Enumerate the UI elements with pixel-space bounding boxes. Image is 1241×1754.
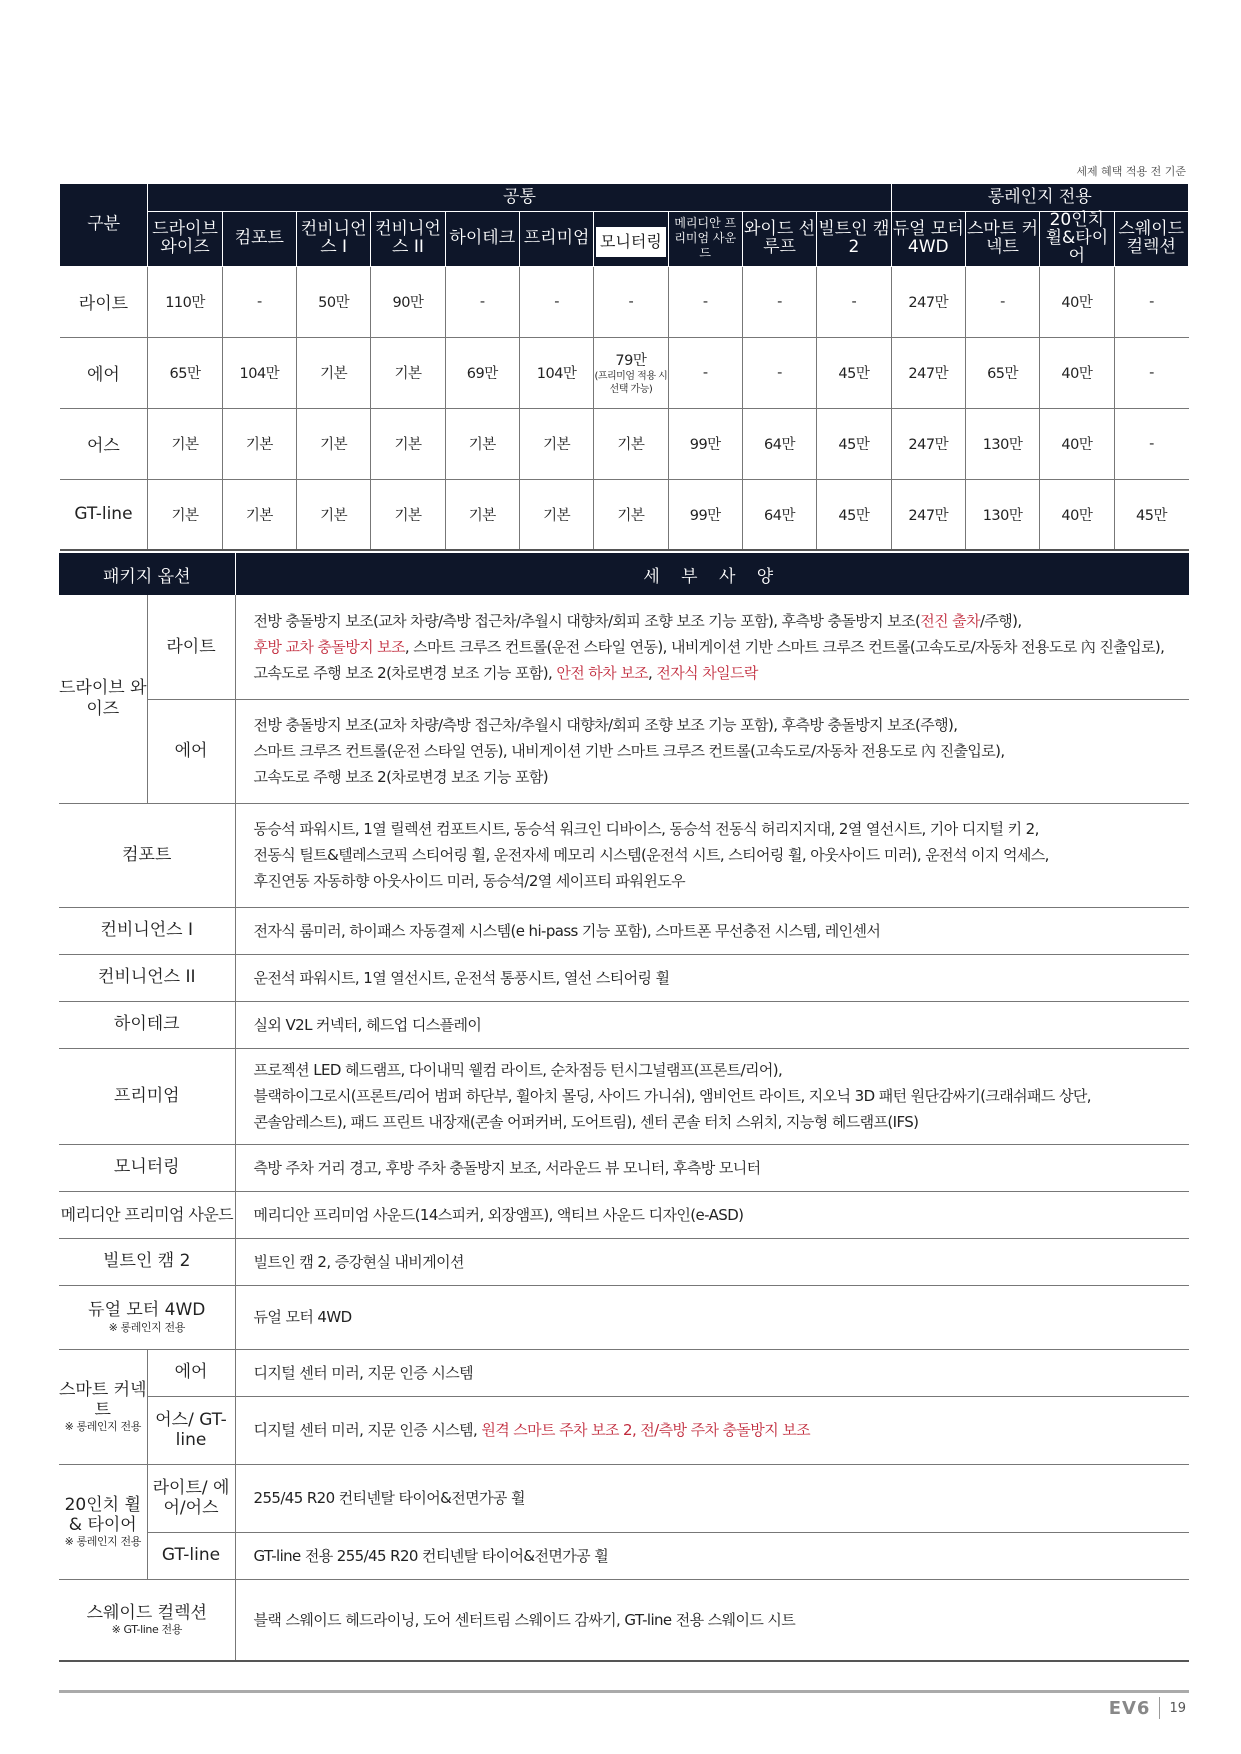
col-convenience-2: 컨비니언스 II (371, 212, 445, 267)
price-cell: 64만 (742, 408, 816, 479)
price-cell: 99만 (668, 479, 742, 550)
price-cell: 40만 (1040, 266, 1114, 337)
header-group-long-range: 롱레인지 전용 (891, 184, 1188, 212)
price-cell: - (594, 266, 668, 337)
sub-lite: 라이트 (147, 595, 235, 699)
col-convenience-1: 컨비니언스 I (297, 212, 371, 267)
desc-monitoring: 측방 주차 거리 경고, 후방 주차 충돌방지 보조, 서라운드 뷰 모니터, 후측방 모니터 (235, 1144, 1189, 1191)
price-cell: - (668, 337, 742, 408)
price-cell: 104만 (222, 337, 296, 408)
desc-wheel-b: GT-line 전용 255/45 R20 컨티넨탈 타이어&전면가공 휠 (235, 1532, 1189, 1579)
price-cell: 99만 (668, 408, 742, 479)
price-cell: 기본 (594, 479, 668, 550)
header-detail-spec: 세 부 사 양 (235, 553, 1189, 595)
price-cell: 기본 (297, 337, 371, 408)
header-package-option: 패키지 옵션 (59, 553, 235, 595)
col-20inch-wheel: 20인치 휠&타이어 (1040, 212, 1114, 267)
price-cell: - (965, 266, 1039, 337)
row-hitech (59, 1001, 1189, 1048)
col-drive-wise: 드라이브 와이즈 (148, 212, 222, 267)
row-wheel-b (59, 1532, 1189, 1579)
cat-suede-collection: 스웨이드 컬렉션 ※ GT-line 전용 (59, 1579, 235, 1661)
cat-20inch-wheel: 20인치 휠 & 타이어 ※ 롱레인지 전용 (59, 1464, 147, 1579)
desc-convenience-2: 운전석 파워시트, 1열 열선시트, 운전석 통풍시트, 열선 스티어링 휠 (235, 954, 1189, 1001)
desc-wheel-a: 255/45 R20 컨티넨탈 타이어&전면가공 휠 (235, 1464, 1189, 1532)
footer-divider (59, 1690, 1189, 1693)
row-builtin-cam (59, 1238, 1189, 1285)
price-row (60, 408, 1189, 479)
desc-drive-wise-lite: 전방 충돌방지 보조(교차 차량/측방 접근차/추월시 대향차/회피 조향 보조 기능 포함), 후측방 충돌방지 보조(전진 출차/주행), 후방 교차 충돌방지 보조, 스마트 크루즈 컨트롤(운전 스타일 연동), 내비게이션 기반 스마트 크루즈 컨트롤(고속도로/자동차 전용도로 內 진출입로), 고속도로 주행 보조 2(차로변경 보조 기능 포함), 안전 하차 보조, 전자식 차일드락 (235, 595, 1189, 699)
price-cell: - (1114, 408, 1188, 479)
price-cell: - (222, 266, 296, 337)
cat-drive-wise: 드라이브 와이즈 (59, 595, 147, 803)
page-footer (1109, 1697, 1186, 1719)
sub-wheel-lite-air-earth: 라이트/ 에어/어스 (147, 1464, 235, 1532)
page-number: 19 (1169, 1700, 1186, 1716)
price-cell: 기본 (371, 479, 445, 550)
price-cell: 69만 (445, 337, 519, 408)
price-row (60, 479, 1189, 550)
package-detail-table (59, 553, 1189, 1662)
col-builtin-cam: 빌트인 캠 2 (817, 212, 891, 267)
col-dual-motor: 듀얼 모터 4WD (891, 212, 965, 267)
desc-smart-earth: 디지털 센터 미러, 지문 인증 시스템, 원격 스마트 주차 보조 2, 전/측방 주차 충돌방지 보조 (235, 1396, 1189, 1464)
col-hitech: 하이테크 (445, 212, 519, 267)
price-cell: 64만 (742, 479, 816, 550)
price-cell: 247만 (891, 266, 965, 337)
price-cell: 65만 (148, 337, 222, 408)
row-drive-wise-air (59, 699, 1189, 803)
option-price-table (59, 183, 1189, 551)
price-cell: - (1114, 337, 1188, 408)
sub-air: 에어 (147, 699, 235, 803)
price-cell: 기본 (297, 408, 371, 479)
row-drive-wise-lite (59, 595, 1189, 699)
price-cell: 기본 (445, 479, 519, 550)
price-cell: 기본 (594, 408, 668, 479)
price-cell: - (668, 266, 742, 337)
desc-meridian: 메리디안 프리미엄 사운드(14스피커, 외장앰프), 액티브 사운드 디자인(e-ASD) (235, 1191, 1189, 1238)
price-cell: 기본 (371, 337, 445, 408)
price-cell: 45만 (1114, 479, 1188, 550)
price-cell: - (817, 266, 891, 337)
price-cell: 기본 (222, 479, 296, 550)
row-wheel-a (59, 1464, 1189, 1532)
col-premium: 프리미엄 (519, 212, 593, 267)
desc-dual-motor: 듀얼 모터 4WD (235, 1285, 1189, 1349)
col-wide-sunroof: 와이드 선루프 (742, 212, 816, 267)
col-comfort: 컴포트 (222, 212, 296, 267)
cat-convenience-1: 컨비니언스 I (59, 907, 235, 954)
desc-smart-air: 디지털 센터 미러, 지문 인증 시스템 (235, 1349, 1189, 1396)
desc-suede: 블랙 스웨이드 헤드라이닝, 도어 센터트림 스웨이드 감싸기, GT-line 전용 스웨이드 시트 (235, 1579, 1189, 1661)
desc-convenience-1: 전자식 룸미러, 하이패스 자동결제 시스템(e hi-pass 기능 포함), 스마트폰 무선충전 시스템, 레인센서 (235, 907, 1189, 954)
row-meridian (59, 1191, 1189, 1238)
trim-name: 에어 (60, 337, 148, 408)
price-cell: - (1114, 266, 1188, 337)
price-cell: 45만 (817, 479, 891, 550)
cat-convenience-2: 컨비니언스 II (59, 954, 235, 1001)
price-cell: - (519, 266, 593, 337)
desc-builtin-cam: 빌트인 캠 2, 증강현실 내비게이션 (235, 1238, 1189, 1285)
col-meridian-sound: 메리디안 프리미엄 사운드 (668, 212, 742, 267)
cat-comfort: 컴포트 (59, 803, 235, 907)
sub-smart-air: 에어 (147, 1349, 235, 1396)
desc-drive-wise-air: 전방 충돌방지 보조(교차 차량/측방 접근차/추월시 대향차/회피 조향 보조 기능 포함), 후측방 충돌방지 보조(주행), 스마트 크루즈 컨트롤(운전 스타일 연동), 내비게이션 기반 스마트 크루즈 컨트롤(고속도로/자동차 전용도로 內 진출입로), 고속도로 주행 보조 2(차로변경 보조 기능 포함) (235, 699, 1189, 803)
cat-premium: 프리미엄 (59, 1048, 235, 1144)
price-cell: 65만 (965, 337, 1039, 408)
price-cell: 기본 (148, 408, 222, 479)
header-gubun: 구분 (60, 184, 148, 267)
header-group-common: 공통 (148, 184, 891, 212)
sub-wheel-gt-line: GT-line (147, 1532, 235, 1579)
cat-meridian: 메리디안 프리미엄 사운드 (59, 1191, 235, 1238)
price-cell: 40만 (1040, 337, 1114, 408)
cat-monitoring: 모니터링 (59, 1144, 235, 1191)
price-cell: 기본 (148, 479, 222, 550)
sub-smart-earth: 어스/ GT-line (147, 1396, 235, 1464)
price-cell: 247만 (891, 337, 965, 408)
price-cell: 기본 (297, 479, 371, 550)
price-cell: 40만 (1040, 408, 1114, 479)
price-cell: 기본 (445, 408, 519, 479)
cat-hitech: 하이테크 (59, 1001, 235, 1048)
col-monitoring: 모니터링 (594, 212, 668, 267)
trim-name: 어스 (60, 408, 148, 479)
price-cell: 79만 (프리미엄 적용 시 선택 가능) (594, 337, 668, 408)
price-cell: 45만 (817, 408, 891, 479)
row-monitoring (59, 1144, 1189, 1191)
price-cell: 247만 (891, 408, 965, 479)
desc-comfort: 동승석 파워시트, 1열 릴렉션 컴포트시트, 동승석 워크인 디바이스, 동승석 전동식 허리지지대, 2열 열선시트, 기아 디지털 키 2, 전동식 틸트&텔레스코픽 스티어링 휠, 운전자세 메모리 시스템(운전석 시트, 스티어링 휠, 아웃사이드 미러), 운전석 이지 억세스, 후진연동 자동하향 아웃사이드 미러, 동승석/2열 세이프티 파워윈도우 (235, 803, 1189, 907)
footer-separator (1159, 1697, 1160, 1719)
price-cell: - (742, 266, 816, 337)
row-comfort (59, 803, 1189, 907)
row-dual-motor (59, 1285, 1189, 1349)
price-cell: 45만 (817, 337, 891, 408)
row-premium (59, 1048, 1189, 1144)
price-cell: 기본 (519, 479, 593, 550)
row-suede (59, 1579, 1189, 1661)
price-cell: 130만 (965, 479, 1039, 550)
price-cell: 40만 (1040, 479, 1114, 550)
tax-note: 세제 혜택 적용 전 기준 (1076, 165, 1186, 178)
price-row (60, 266, 1189, 337)
desc-hitech: 실외 V2L 커넥터, 헤드업 디스플레이 (235, 1001, 1189, 1048)
row-smart-connect-earth (59, 1396, 1189, 1464)
price-cell: - (742, 337, 816, 408)
price-cell: - (445, 266, 519, 337)
price-cell: 110만 (148, 266, 222, 337)
trim-name: 라이트 (60, 266, 148, 337)
price-cell: 50만 (297, 266, 371, 337)
cat-builtin-cam: 빌트인 캠 2 (59, 1238, 235, 1285)
cat-dual-motor: 듀얼 모터 4WD ※ 롱레인지 전용 (59, 1285, 235, 1349)
row-convenience-1 (59, 907, 1189, 954)
col-smart-connect: 스마트 커넥트 (965, 212, 1039, 267)
col-suede-collection: 스웨이드 컬렉션 (1114, 212, 1188, 267)
row-convenience-2 (59, 954, 1189, 1001)
price-table-body (60, 266, 1189, 550)
price-cell: 104만 (519, 337, 593, 408)
price-cell: 90만 (371, 266, 445, 337)
row-smart-connect-air (59, 1349, 1189, 1396)
brand-logo: EV6 (1108, 1697, 1151, 1719)
price-row (60, 337, 1189, 408)
price-cell: 130만 (965, 408, 1039, 479)
cat-smart-connect: 스마트 커넥트 ※ 롱레인지 전용 (59, 1349, 147, 1464)
price-cell: 247만 (891, 479, 965, 550)
price-cell: 기본 (222, 408, 296, 479)
desc-premium: 프로젝션 LED 헤드램프, 다이내믹 웰컴 라이트, 순차점등 턴시그널램프(프론트/리어), 블랙하이그로시(프론트/리어 범퍼 하단부, 휠아치 몰딩, 사이드 가니쉬), 앰비언트 라이트, 지오닉 3D 패턴 원단감싸기(크래쉬패드 상단, 콘솔암레스트), 패드 프린트 내장재(콘솔 어퍼커버, 도어트림), 센터 콘솔 터치 스위치, 지능형 헤드램프(IFS) (235, 1048, 1189, 1144)
trim-name: GT-line (60, 479, 148, 550)
price-cell: 기본 (519, 408, 593, 479)
price-cell: 기본 (371, 408, 445, 479)
